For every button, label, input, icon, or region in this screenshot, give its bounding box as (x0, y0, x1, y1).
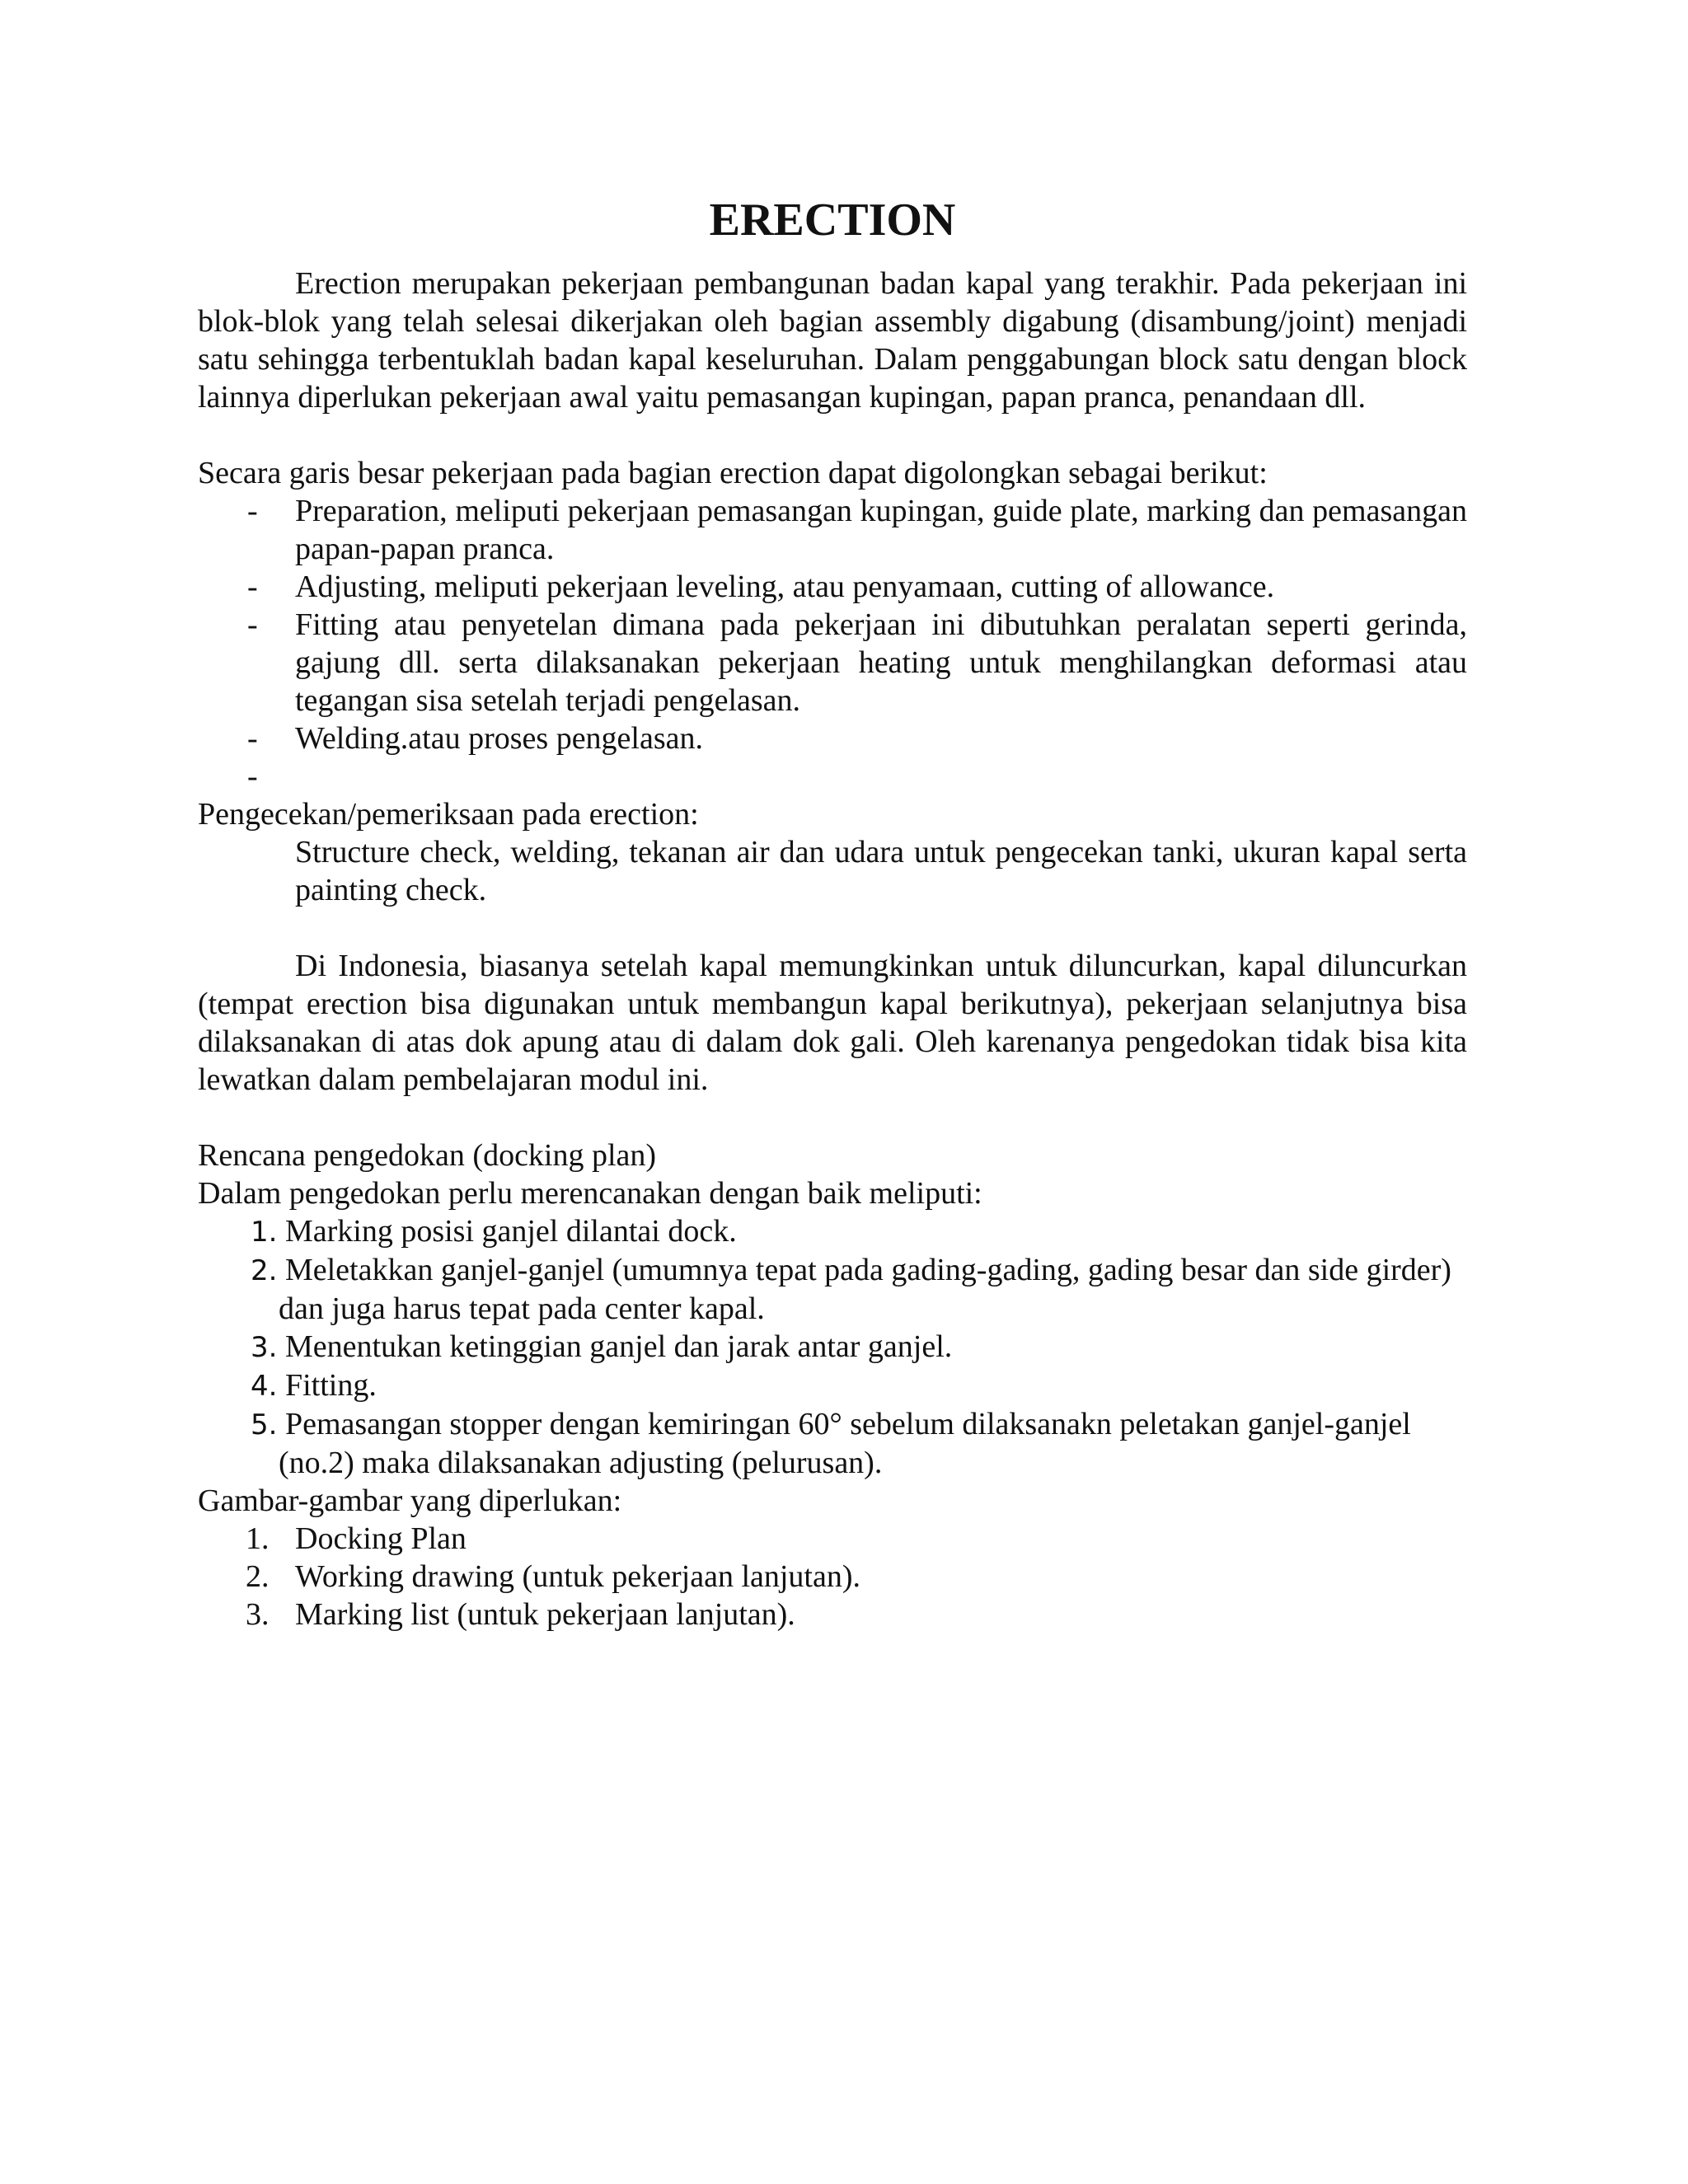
list-item-text: Fitting. (284, 1368, 377, 1403)
list-item-text: Meletakkan ganjel-ganjel (umumnya tepat pada gading-gading, gading besar dan side girder) dan juga harus tepat pada center kapal. (279, 1253, 1451, 1326)
list-item-text: Docking Plan (295, 1521, 467, 1556)
docking-plan-list (198, 1212, 1467, 1482)
spacer (198, 909, 1467, 947)
section2-heading: Pengecekan/pemeriksaan pada erection: (198, 797, 699, 832)
list-item-text: Adjusting, meliputi pekerjaan leveling, atau penyamaan, cutting of allowance. (295, 569, 1275, 604)
list-item-text: Menentukan ketinggian ganjel dan jarak antar ganjel. (284, 1329, 953, 1364)
list-item-text: Fitting atau penyetelan dimana pada pekerjaan ini dibutuhkan peralatan seperti gerinda, gajung dll. serta dilaksanakan pekerjaan heating untuk menghilangkan deformasi atau tegangan sisa setelah terjadi pengelasan. (295, 607, 1467, 718)
list-item (198, 492, 1467, 568)
list-number: 2. (251, 1254, 278, 1287)
list-item (198, 1520, 1467, 1558)
erection-work-list (198, 492, 1467, 795)
dash-marker: - (247, 607, 258, 642)
list-number: 5. (251, 1408, 278, 1441)
list-number: 1. (246, 1521, 270, 1556)
list-number: 1. (251, 1216, 278, 1249)
section1-heading: Secara garis besar pekerjaan pada bagian erection dapat digolongkan sebagai berikut: (198, 456, 1268, 490)
list-item (198, 1251, 1467, 1328)
intro-paragraph: Erection merupakan pekerjaan pembangunan badan kapal yang terakhir. Pada pekerjaan ini blok-blok yang telah selesai dikerjakan oleh bagian assembly digabung (disambung/joint) menjadi satu sehingga terbentuklah badan kapal keseluruhan. Dalam penggabungan block satu dengan block lainnya diperlukan pekerjaan awal yaitu pemasangan kupingan, papan pranca, penandaan dll. (198, 266, 1467, 415)
list-item (198, 1596, 1467, 1633)
list-item (198, 1366, 1467, 1405)
page-title: ERECTION (709, 194, 956, 246)
list-item (198, 606, 1467, 719)
drawings-heading: Gambar-gambar yang diperlukan: (198, 1483, 622, 1518)
list-item (198, 1212, 1467, 1251)
list-number: 3. (251, 1331, 278, 1364)
dash-marker: - (247, 759, 258, 794)
list-item (198, 568, 1467, 606)
dash-marker: - (247, 569, 258, 604)
drawings-list (198, 1520, 1467, 1633)
dash-marker: - (247, 721, 258, 756)
spacer (198, 416, 1467, 454)
indonesia-paragraph: Di Indonesia, biasanya setelah kapal memungkinkan untuk diluncurkan, kapal diluncurkan (tempat erection bisa digunakan untuk membangun kapal berikutnya), pekerjaan selanjutnya bisa dilaksanakan di atas dok apung atau di dalam dok gali. Oleh karenanya pengedokan tidak bisa kita lewatkan dalam pembelajaran modul ini. (198, 949, 1467, 1097)
list-item (198, 1405, 1467, 1482)
list-item-text: Marking list (untuk pekerjaan lanjutan). (295, 1597, 795, 1632)
dash-marker: - (247, 494, 258, 528)
list-number: 2. (246, 1559, 270, 1594)
list-number: 4. (251, 1370, 278, 1403)
list-item-text: Welding.atau proses pengelasan. (295, 721, 704, 756)
list-number: 3. (246, 1597, 270, 1632)
docking-plan-subheading: Dalam pengedokan perlu merencanakan dengan baik meliputi: (198, 1176, 982, 1211)
list-item (198, 719, 1467, 757)
document-page (198, 194, 1467, 1633)
list-item (198, 1558, 1467, 1596)
list-item-text: Marking posisi ganjel dilantai dock. (284, 1214, 737, 1249)
list-item-text: Pemasangan stopper dengan kemiringan 60° sebelum dilaksanakn peletakan ganjel-ganjel (no.2) maka dilaksanakan adjusting (pelurusan). (279, 1407, 1411, 1480)
list-item-text: Working drawing (untuk pekerjaan lanjutan). (295, 1559, 861, 1594)
spacer (198, 1099, 1467, 1137)
list-item (198, 1328, 1467, 1366)
section2-body: Structure check, welding, tekanan air dan udara untuk pengecekan tanki, ukuran kapal serta painting check. (295, 835, 1467, 907)
list-item-text: Preparation, meliputi pekerjaan pemasangan kupingan, guide plate, marking dan pemasangan papan-papan pranca. (295, 494, 1467, 566)
list-item (198, 757, 1467, 795)
docking-plan-heading: Rencana pengedokan (docking plan) (198, 1138, 657, 1173)
